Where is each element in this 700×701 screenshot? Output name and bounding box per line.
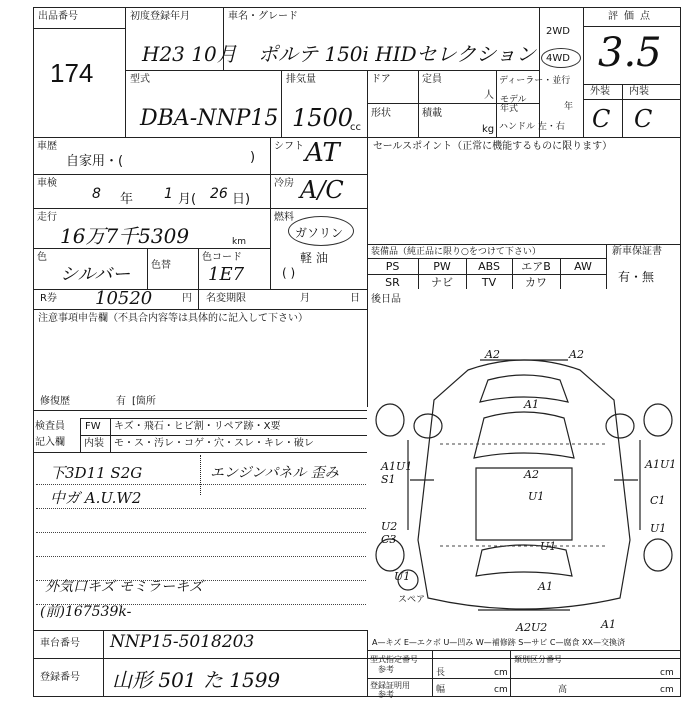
inspection-day-unit: 日) [232, 192, 251, 207]
fuel-value: ガソリン [295, 226, 344, 240]
divider [33, 658, 681, 659]
plate-value: 山形 501 た 1599 [112, 668, 281, 692]
after-sale-label: 後日品 [371, 294, 401, 305]
divider [33, 630, 367, 631]
inspector-note-2: 中ガ A.U.W2 [50, 489, 142, 507]
displacement-value: 1500 [292, 104, 354, 132]
color-code-label: 色コード [202, 252, 242, 263]
inspector-note-3: 外気口キズ モミラーキズ [45, 579, 203, 595]
divider [103, 630, 104, 697]
diagram-label: A1 [601, 618, 616, 631]
equipment-cell: TV [481, 276, 497, 289]
diagram-label: A2 [485, 348, 500, 361]
chassis-value: NNP15-5018203 [110, 632, 255, 652]
divider [125, 7, 126, 137]
dims-height: 高 [558, 685, 568, 695]
diagram-label: U1 [528, 490, 545, 503]
inspection-month-unit: 月( [178, 192, 197, 207]
divider [33, 410, 367, 411]
inspector-in-items: モ・ス・汚レ・コゲ・穴・スレ・キレ・破レ [114, 438, 314, 449]
load-label: 積載 [422, 108, 442, 119]
inspection-day: 26 [210, 186, 228, 202]
divider [539, 7, 540, 137]
divider [80, 435, 367, 436]
fuel-label: 燃料 [274, 212, 294, 223]
inspector-label-2: 記入欄 [35, 437, 65, 448]
dealer-label: ディーラー・並行 [499, 76, 571, 86]
diagram-label: U1 [394, 570, 411, 583]
dims-length: 長 [436, 668, 446, 678]
model-value: DBA-NNP15 [140, 106, 279, 131]
divider [510, 650, 511, 697]
inspector-note-1: 下3D11 S2G [50, 464, 143, 482]
drive-2wd: 2WD [546, 26, 570, 37]
name-change-day: 日 [350, 293, 360, 304]
divider [33, 174, 367, 175]
divider [200, 455, 201, 495]
inspector-label-1: 検査員 [35, 421, 65, 432]
equipment-cell: AW [574, 260, 592, 273]
ac-value: A/C [300, 176, 344, 204]
note-line [36, 484, 366, 485]
sales-point-label: セールスポイント（正常に機能するものに限ります） [373, 141, 613, 152]
diagram-label: U2 C3 [381, 520, 398, 546]
door-label: ドア [371, 74, 391, 85]
warranty-value: 有・無 [618, 270, 655, 284]
ac-label: 冷房 [274, 178, 294, 189]
dims-ref: 参考 [378, 665, 394, 674]
lot-number: 174 [50, 58, 94, 88]
divider [33, 289, 367, 290]
dims-cm: cm [494, 685, 508, 695]
note-line [36, 532, 366, 533]
chassis-label: 車台番号 [40, 638, 80, 649]
grade-interior: C [634, 105, 653, 133]
drive-4wd: 4WD [546, 53, 570, 64]
grade-exterior: C [592, 105, 611, 133]
diagram-label: U1 [650, 522, 667, 535]
divider [367, 650, 681, 651]
capacity-unit: 人 [484, 90, 494, 101]
grade-interior-label: 内装 [629, 86, 649, 97]
diagram-label: A2U2 [516, 621, 548, 634]
history-label: 車歴 [37, 141, 57, 152]
plate-label: 登録番号 [40, 672, 80, 683]
divider [80, 418, 367, 419]
registration-label: 初度登録年月 [130, 11, 190, 22]
inspector-fw: FW [85, 421, 101, 432]
note-line [36, 556, 366, 557]
inspection-year: 8 [92, 186, 101, 202]
grade-exterior-label: 外装 [590, 86, 610, 97]
lot-label: 出品番号 [38, 11, 78, 22]
note-line [36, 508, 366, 509]
notes-label: 注意事項申告欄（不具合内容等は具体的に記入して下さい） [38, 313, 308, 324]
diagram-label: A1 [524, 398, 539, 411]
inspection-label: 車検 [37, 178, 57, 189]
color-code: 1E7 [208, 264, 245, 285]
divider [198, 289, 199, 309]
divider [125, 70, 539, 71]
history-close: ) [250, 150, 256, 165]
model-year-unit: 年 [564, 102, 574, 112]
equipment-cell: ナビ [431, 276, 453, 289]
inspection-year-unit: 年 [120, 192, 134, 207]
divider [583, 99, 681, 100]
repair-place: [箇所 [132, 396, 156, 407]
shape-label: 形状 [371, 108, 391, 119]
divider [33, 452, 367, 453]
divider [33, 309, 367, 310]
divider [110, 418, 111, 452]
car-label: 車名・グレード [228, 11, 298, 22]
divider [622, 84, 623, 137]
repair-label: 修復歴 [40, 396, 70, 407]
dims-cat-label: 類別区分番号 [514, 655, 562, 664]
name-change-label: 名変期限 [206, 293, 246, 304]
dims-cm: cm [494, 668, 508, 678]
grade-value: 3.5 [598, 30, 662, 76]
displacement-unit: cc [350, 122, 361, 133]
dims-width: 幅 [436, 685, 446, 695]
capacity-label: 定員 [422, 74, 442, 85]
divider [367, 630, 368, 697]
divider [281, 70, 282, 137]
diagram-label: U1 [540, 540, 557, 553]
inspector-note-4: (前)167539k- [40, 604, 132, 620]
diagram-label: A2 [569, 348, 584, 361]
dims-type-label: 型式指定番号 [370, 655, 418, 664]
name-change-month: 月 [300, 293, 310, 304]
equipment-label: 装備品（純正品に限り○をつけて下さい） [371, 247, 541, 257]
color-change-label: 色替 [151, 260, 171, 271]
divider [432, 650, 433, 697]
color-value: シルバー [60, 264, 131, 285]
displacement-label: 排気量 [286, 74, 316, 85]
warranty-label: 新車保証書 [612, 246, 662, 257]
fuel-circle [288, 216, 354, 246]
inspector-note-right: エンジンパネル 歪み [210, 465, 339, 481]
dims-cert-label: 登録証明用 [370, 681, 410, 690]
divider [33, 28, 125, 29]
divider [583, 84, 681, 85]
divider [80, 418, 81, 452]
recycle-unit: 円 [182, 293, 192, 304]
color-label: 色 [37, 252, 47, 263]
divider [33, 208, 367, 209]
legend-text: A—キズ E—エクボ U—凹み W—補修跡 S—サビ C—腐食 XX—交換済 [372, 638, 626, 647]
divider [583, 26, 681, 27]
diagram-label: A1 [538, 580, 553, 593]
divider [33, 137, 681, 138]
diagram-label: A1U1 [645, 458, 677, 471]
load-unit: kg [482, 124, 495, 135]
model-year-label: モデル年式 [500, 95, 527, 114]
fuel-paren: ( ) [282, 266, 296, 280]
mileage-value: 16万7千5309 [60, 224, 190, 248]
equipment-cell: カワ [525, 276, 547, 289]
dims-cm: cm [660, 685, 674, 695]
equipment-cell: PW [433, 260, 451, 273]
inspection-month: 1 [164, 186, 173, 202]
diagram-spare-label: スペア [398, 595, 426, 605]
mileage-label: 走行 [37, 212, 57, 223]
inspector-in-label: 内装 [84, 438, 104, 449]
mileage-unit: km [232, 237, 246, 247]
model-label: 型式 [130, 74, 150, 85]
dims-ref-2: 参考 [378, 690, 394, 699]
divider [367, 244, 681, 245]
equipment-cell: PS [385, 260, 400, 273]
equipment-cell: エアB [521, 260, 551, 273]
drive-4wd-circle [541, 48, 581, 68]
equipment-cell: SR [385, 276, 400, 289]
recycle-value: 10520 [95, 288, 153, 309]
handle-label: ハンドル 左・右 [499, 122, 565, 132]
car-damage-diagram [368, 340, 680, 635]
equipment-cell: ABS [478, 260, 500, 273]
diagram-label: A1U1 S1 [381, 460, 413, 486]
diagram-label: C1 [650, 494, 666, 507]
registration-value: H23 10月 [142, 42, 237, 66]
inspector-fw-items: キズ・飛石・ヒビ割・リペア跡・X要 [114, 421, 281, 432]
dims-cm: cm [660, 668, 674, 678]
diagram-label: A2 [524, 468, 539, 481]
divider [147, 248, 148, 289]
divider [367, 678, 681, 679]
divider [198, 248, 199, 289]
divider [606, 244, 607, 289]
shift-value: AT [305, 138, 340, 168]
shift-label: シフト [274, 141, 304, 152]
history-value: 自家用・( [66, 154, 124, 169]
divider [270, 137, 271, 289]
grade-label: 評価点 [608, 11, 656, 22]
car-name: ポルテ 150i HIDセレクション [258, 42, 536, 66]
repair-yes: 有 [116, 396, 126, 407]
fuel-diesel: 軽 油 [300, 251, 328, 265]
recycle-label: R券 [40, 293, 57, 304]
